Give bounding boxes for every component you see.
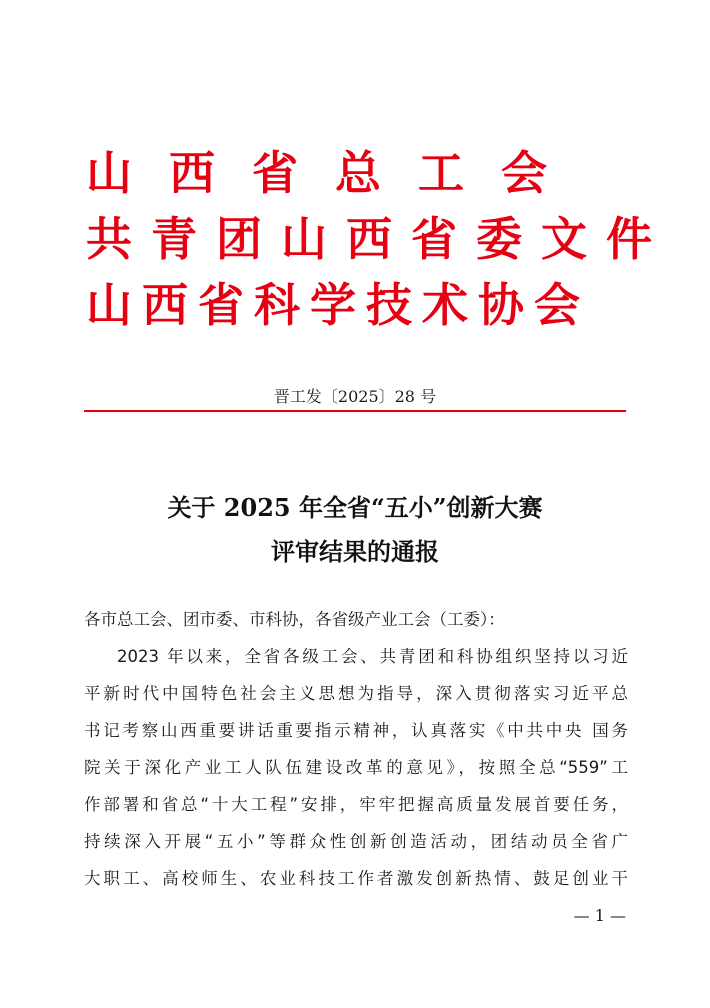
document-number: 晋工发〔2025〕28 号	[273, 387, 437, 406]
salutation: 各市总工会、团市委、市科协，各省级产业工会（工委）：	[84, 610, 505, 629]
issuing-org-line-2: 共青团山西省委文件	[86, 212, 671, 266]
paragraph-line: 书记考察山西重要讲话重要指示精神，认真落实《中共中央 国务	[84, 721, 628, 740]
paragraph-line: 2023 年以来，全省各级工会、共青团和科协组织坚持以习近	[117, 647, 628, 666]
paragraph-line: 持续深入开展“五小”等群众性创新创造活动，团结动员全省广	[84, 832, 628, 851]
page-number: — 1 —	[573, 906, 626, 925]
document-title-line-1: 关于 2025 年全省“五小”创新大赛	[167, 493, 543, 522]
paragraph-line: 院关于深化产业工人队伍建设改革的意见》，按照全总“559”工	[84, 758, 628, 777]
document-title-line-2: 评审结果的通报	[271, 537, 439, 566]
paragraph-line: 平新时代中国特色社会主义思想为指导，深入贯彻落实习近平总	[84, 684, 628, 703]
issuing-org-line-3: 山西省科学技术协会	[86, 278, 590, 332]
paragraph-line: 大职工、高校师生、农业科技工作者激发创新热情、鼓足创业干	[84, 869, 628, 888]
paragraph-line: 作部署和省总“十大工程”安排，牢牢把握高质量发展首要任务，	[84, 795, 628, 814]
red-separator-line	[84, 410, 626, 412]
issuing-org-line-1: 山西省总工会	[86, 146, 584, 200]
